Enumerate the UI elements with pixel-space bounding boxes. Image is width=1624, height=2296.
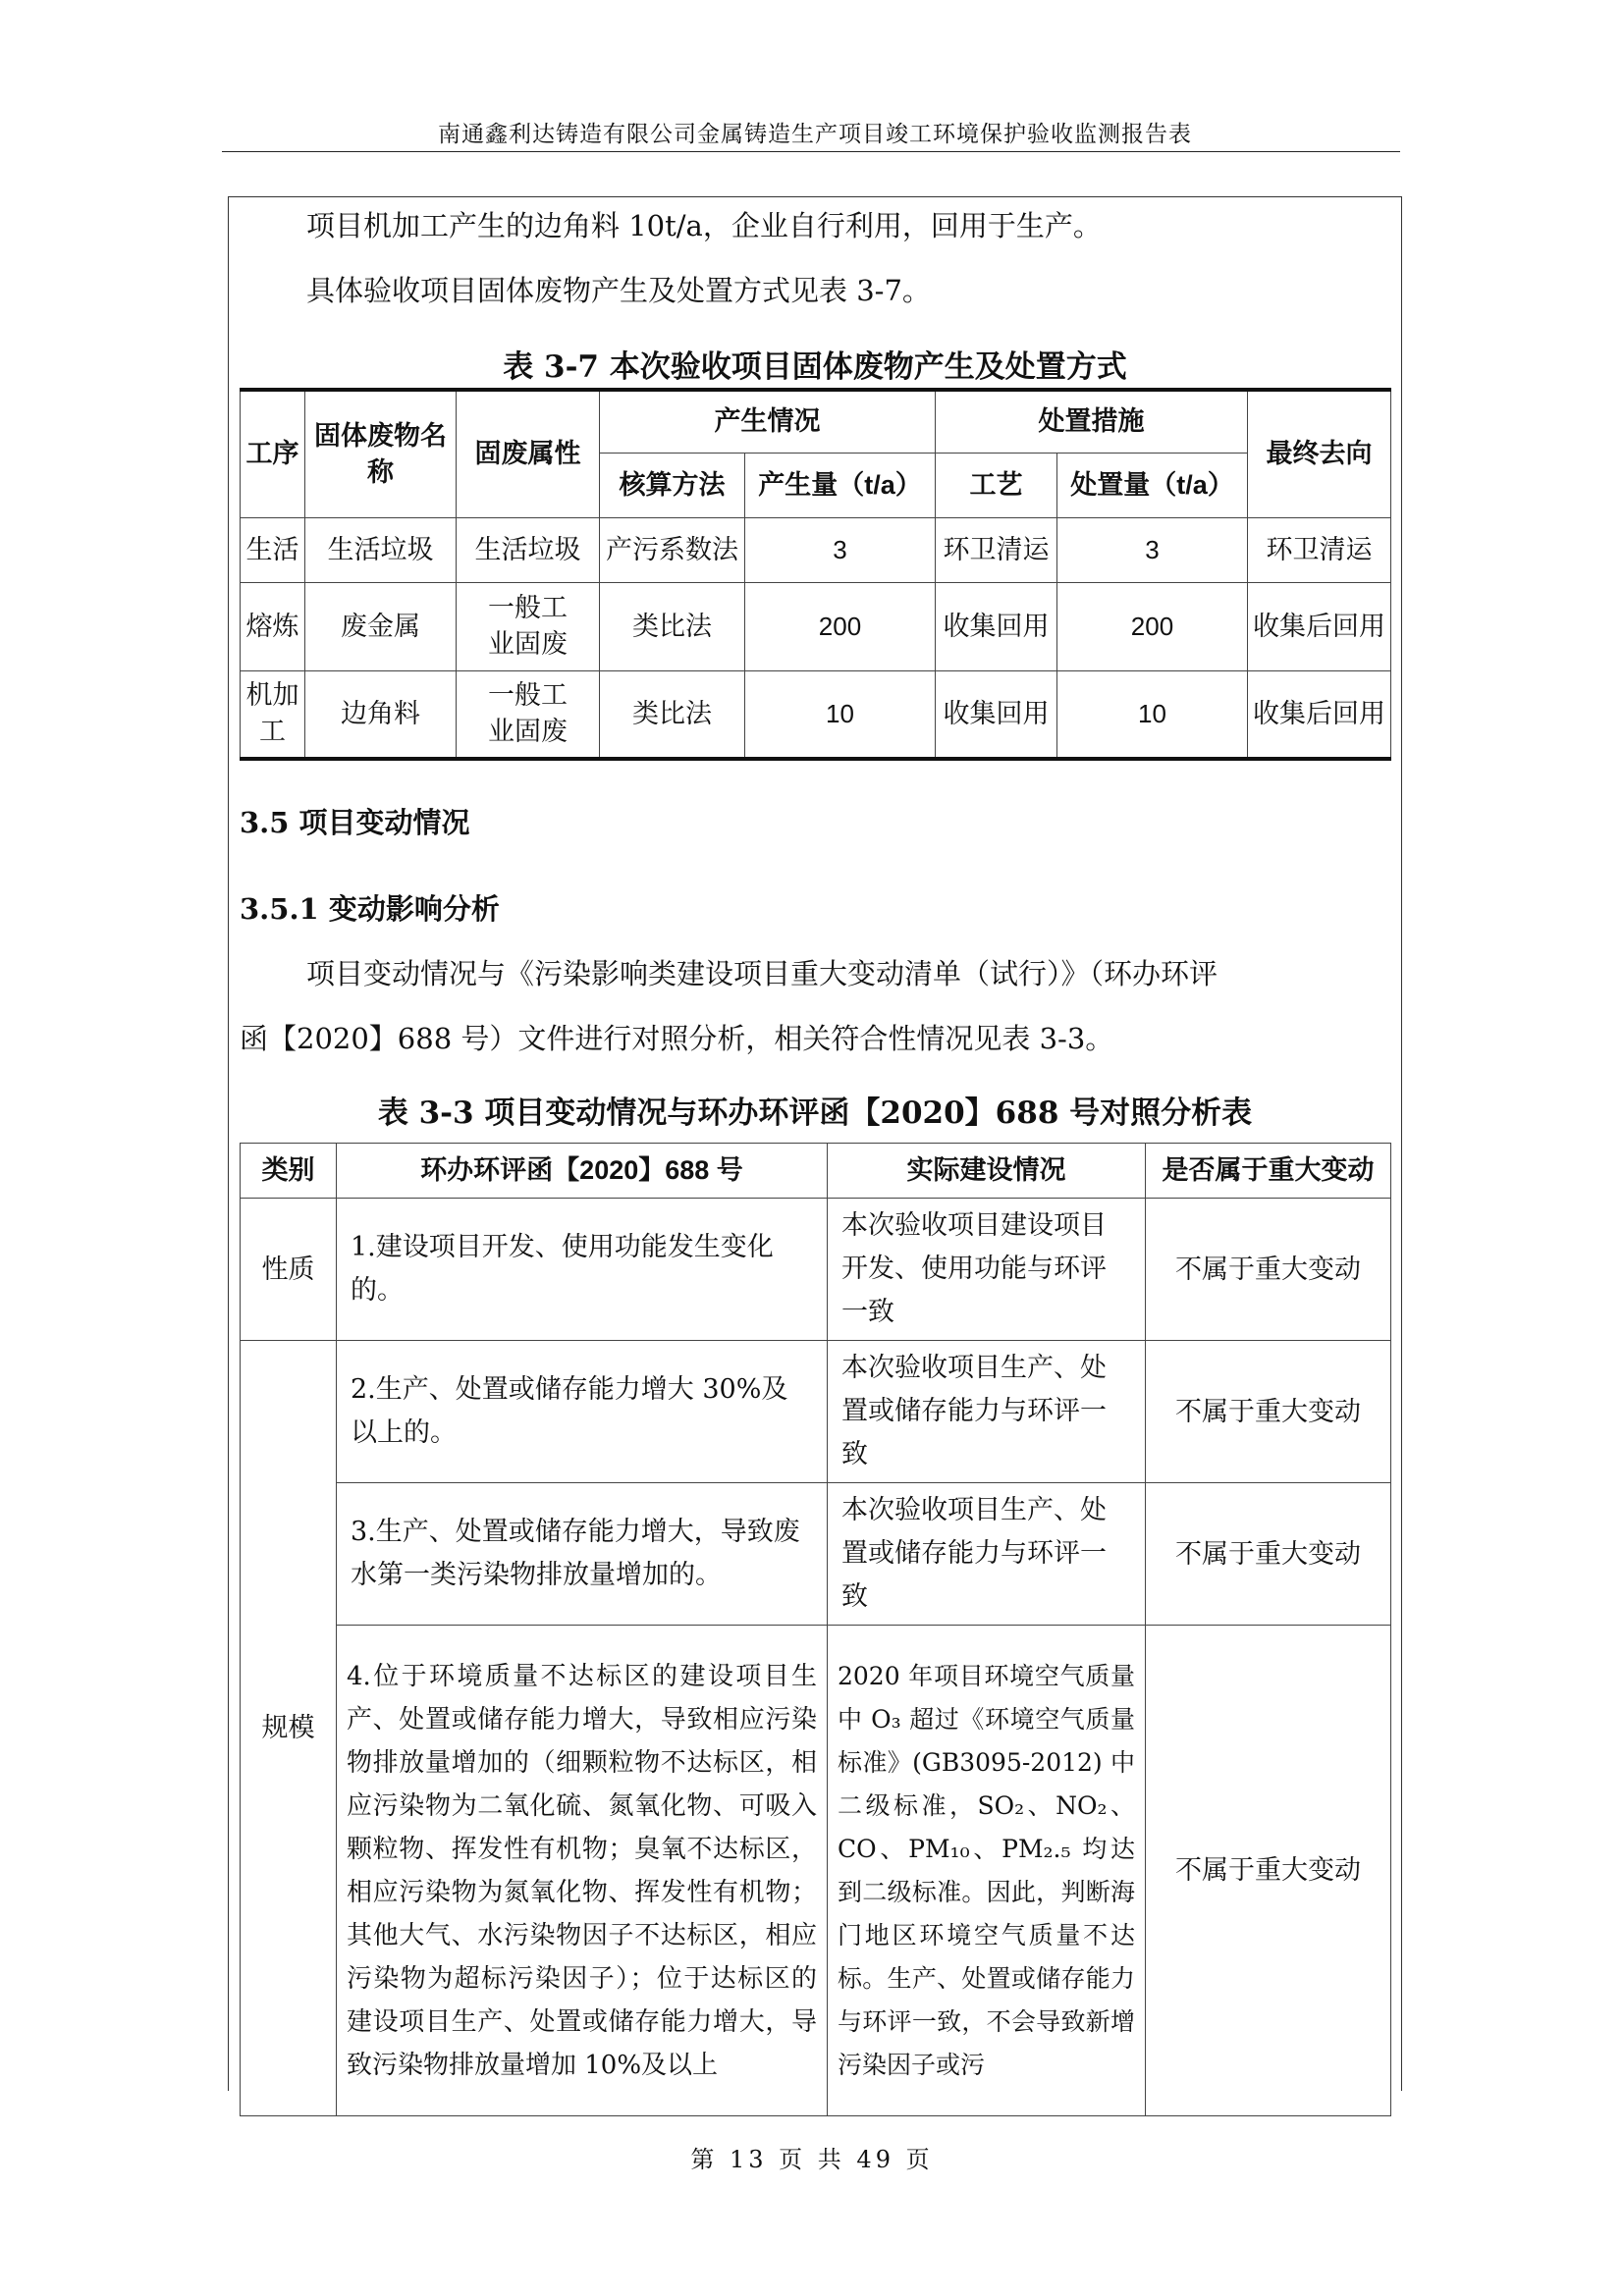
- cell-amount: 10: [745, 670, 936, 759]
- cell-category: 规模: [241, 1341, 337, 2116]
- cell-waste-name: 生活垃圾: [305, 517, 457, 582]
- cell-actual: 本次验收项目生产、处置或储存能力与环评一致: [828, 1341, 1146, 1483]
- page-number: 第 13 页 共 49 页: [690, 2146, 934, 2173]
- cell-actual: 2020 年项目环境空气质量中 O₃ 超过《环境空气质量标准》(GB3095-2012) 中二级标准，SO₂、NO₂、CO、PM₁₀、PM₂.₅ 均达到二级标准。因此，判断海门地区环境空气质量不达标。生产、处置或储存能力与环评一致，不会导致新增污染因子或污: [828, 1626, 1146, 2116]
- cell-criteria: 3.生产、处置或储存能力增大，导致废水第一类污染物排放量增加的。: [337, 1483, 828, 1626]
- col-header-disposal-amount: 处置量（t/a）: [1057, 453, 1248, 517]
- cell-amount: 3: [745, 517, 936, 582]
- table-row: [241, 1199, 1391, 1341]
- analysis-paragraph-line-1: 项目变动情况与《污染影响类建设项目重大变动清单（试行）》（环办环评: [306, 957, 1218, 990]
- cell-category: 性质: [241, 1199, 337, 1341]
- page-header: 南通鑫利达铸造有限公司金属铸造生产项目竣工环境保护验收监测报告表: [438, 122, 1192, 147]
- cell-technique: 环卫清运: [936, 517, 1057, 582]
- cell-is-major: 不属于重大变动: [1146, 1199, 1391, 1341]
- cell-disposal-amount: 200: [1057, 582, 1248, 670]
- table-3-7: [240, 388, 1391, 761]
- cell-waste-name: 边角料: [305, 670, 457, 759]
- table-row: [241, 582, 1391, 670]
- cell-attribute: 生活垃圾: [457, 517, 600, 582]
- cell-is-major: 不属于重大变动: [1146, 1483, 1391, 1626]
- col-header-calc-method: 核算方法: [600, 453, 745, 517]
- cell-actual: 本次验收项目生产、处置或储存能力与环评一致: [828, 1483, 1146, 1626]
- section-3-5-1-heading: 3.5.1 变动影响分析: [240, 892, 500, 926]
- table-row: [241, 1341, 1391, 1483]
- cell-disposal-amount: 3: [1057, 517, 1248, 582]
- table-row: [241, 517, 1391, 582]
- table-3-3-caption: 表 3-3 项目变动情况与环办环评函【2020】688 号对照分析表: [377, 1095, 1253, 1131]
- cell-criteria: 2.生产、处置或储存能力增大 30%及以上的。: [337, 1341, 828, 1483]
- intro-paragraph-2: 具体验收项目固体废物产生及处置方式见表 3-7。: [306, 274, 931, 307]
- col-header-destination: 最终去向: [1248, 390, 1391, 517]
- table-3-3: [240, 1143, 1391, 2116]
- col-header-process: 工序: [241, 390, 305, 517]
- cell-method: 产污系数法: [600, 517, 745, 582]
- cell-attribute: 一般工业固废: [457, 670, 600, 759]
- header-divider: [222, 151, 1400, 152]
- cell-amount: 200: [745, 582, 936, 670]
- cell-destination: 环卫清运: [1248, 517, 1391, 582]
- col-header-waste-name: 固体废物名称: [305, 390, 457, 517]
- cell-process: 熔炼: [241, 582, 305, 670]
- cell-is-major: 不属于重大变动: [1146, 1341, 1391, 1483]
- col-header-attribute: 固废属性: [457, 390, 600, 517]
- col-header-is-major: 是否属于重大变动: [1146, 1144, 1391, 1199]
- col-header-technique: 工艺: [936, 453, 1057, 517]
- col-header-actual: 实际建设情况: [828, 1144, 1146, 1199]
- table-row: [241, 1483, 1391, 1626]
- cell-process: 机加工: [241, 670, 305, 759]
- cell-criteria: 1.建设项目开发、使用功能发生变化的。: [337, 1199, 828, 1341]
- cell-technique: 收集回用: [936, 582, 1057, 670]
- col-header-criteria: 环办环评函【2020】688 号: [337, 1144, 828, 1199]
- cell-waste-name: 废金属: [305, 582, 457, 670]
- table-row: [241, 670, 1391, 759]
- table-row: [241, 1626, 1391, 2116]
- table-3-7-caption: 表 3-7 本次验收项目固体废物产生及处置方式: [503, 349, 1127, 385]
- cell-method: 类比法: [600, 582, 745, 670]
- cell-attribute: 一般工业固废: [457, 582, 600, 670]
- col-header-generation: 产生情况: [600, 390, 936, 453]
- cell-disposal-amount: 10: [1057, 670, 1248, 759]
- cell-process: 生活: [241, 517, 305, 582]
- cell-method: 类比法: [600, 670, 745, 759]
- cell-destination: 收集后回用: [1248, 582, 1391, 670]
- cell-technique: 收集回用: [936, 670, 1057, 759]
- cell-criteria: 4.位于环境质量不达标区的建设项目生产、处置或储存能力增大，导致相应污染物排放量增加的（细颗粒物不达标区，相应污染物为二氧化硫、氮氧化物、可吸入颗粒物、挥发性有机物；臭氧不达标区，相应污染物为氮氧化物、挥发性有机物；其他大气、水污染物因子不达标区，相应污染物为超标污染因子）；位于达标区的建设项目生产、处置或储存能力增大，导致污染物排放量增加 10%及以上: [337, 1626, 828, 2116]
- col-header-disposal: 处置措施: [936, 390, 1248, 453]
- cell-destination: 收集后回用: [1248, 670, 1391, 759]
- section-3-5-heading: 3.5 项目变动情况: [240, 806, 470, 839]
- col-header-category: 类别: [241, 1144, 337, 1199]
- cell-actual: 本次验收项目建设项目开发、使用功能与环评一致: [828, 1199, 1146, 1341]
- cell-is-major: 不属于重大变动: [1146, 1626, 1391, 2116]
- intro-paragraph-1: 项目机加工产生的边角料 10t/a，企业自行利用，回用于生产。: [306, 209, 1102, 242]
- analysis-paragraph-line-2: 函【2020】688 号）文件进行对照分析，相关符合性情况见表 3-3。: [240, 1022, 1114, 1055]
- col-header-amount: 产生量（t/a）: [745, 453, 936, 517]
